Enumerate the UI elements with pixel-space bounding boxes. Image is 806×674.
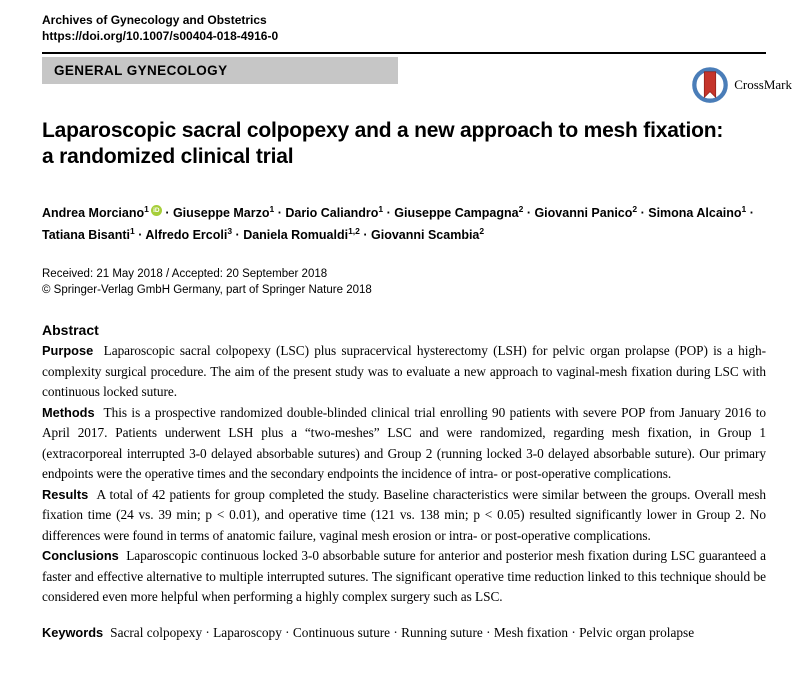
author-name: Daniela Romualdi$^{1,2}$ — [243, 226, 360, 243]
abstract-paragraph: Methods This is a prospective randomized double-blinded clinical trial enrolling 90 patients with severe POP from January 2016 to April 2017. Patients underwent LSH plus a “two-meshes” LSC and were randomized, regarding mesh fixation, in Group 1 (extracorporeal interrupted 3-0 delayed absorbable sutures) and Group 2 (running locked 3-0 delayed absorbable suture). Our primary endpoints were the operative times and the secondary endpoints the incidence of intra- or post-operative complications. — [42, 404, 766, 482]
keywords-line — [42, 623, 766, 643]
author-separator: · — [134, 228, 146, 243]
author-separator: · — [746, 206, 754, 221]
author-list — [42, 200, 766, 244]
author-name: Dario Caliandro$^1$ — [285, 204, 384, 221]
author-affiliation-superscript: 2 — [518, 204, 524, 214]
abstract-paragraph: Results A total of 42 patients for group completed the study. Baseline characteristics were similar between the groups. Overall mesh fixation time (24 vs. 39 min; p < 0.01), and operative time (121 vs. 138 min; p < 0.05) resulted significantly lower in Group 2. No differences were found in terms of anatomic failure, vaginal mesh erosion or intra- or post-operative complications. — [42, 486, 766, 543]
author-separator: · — [359, 228, 372, 243]
copyright-line: © Springer-Verlag GmbH Germany, part of Springer Nature 2018 — [42, 284, 372, 297]
journal-name: Archives of Gynecology and Obstetrics — [42, 13, 267, 27]
author-name: Simona Alcaino$^1$ — [648, 204, 747, 221]
author-name: Giovanni Scambia$^2$ — [371, 226, 485, 243]
author-affiliation-superscript: 1 — [741, 204, 747, 214]
author-separator: · — [274, 206, 286, 221]
author-separator: · — [637, 206, 649, 221]
crossmark-icon — [691, 66, 729, 104]
abstract-paragraph-label: Conclusions — [42, 548, 119, 564]
author-name: Alfredo Ercoli$^3$ — [145, 226, 233, 243]
doi-link[interactable]: https://doi.org/10.1007/s00404-018-4916-0 — [42, 29, 279, 43]
author-name: Giuseppe Campagna$^2$ — [394, 204, 524, 221]
author-separator: · — [383, 206, 395, 221]
crossmark-badge[interactable] — [691, 66, 792, 104]
author-affiliation-superscript: 1 — [269, 204, 275, 214]
keywords-text: Sacral colpopexy · Laparoscopy · Continuous suture · Running suture · Mesh fixation · Pelvic organ prolapse — [110, 624, 695, 640]
keywords-label: Keywords — [42, 624, 104, 640]
received-accepted: Received: 21 May 2018 / Accepted: 20 September 2018 — [42, 268, 328, 281]
author-separator: · — [161, 206, 173, 221]
author-name: Giuseppe Marzo$^1$ — [172, 204, 275, 221]
author-affiliation-superscript: 1 — [129, 226, 135, 237]
abstract-paragraph: Conclusions Laparoscopic continuous locked 3-0 absorbable suture for anterior and posterior mesh fixation during LSC guaranteed a faster and effective alternative to multiple interrupted sutures. The significant operative time reduction linked to this technique should be considered even more helpful when performing a highly complex surgery such as LSC. — [42, 548, 766, 605]
author-affiliation-superscript: 1 — [144, 204, 149, 214]
orcid-icon[interactable]: iD — [151, 205, 162, 216]
author-affiliation-superscript: 3 — [227, 226, 233, 237]
abstract-paragraph-label: Results — [42, 486, 89, 502]
article-title — [42, 118, 766, 170]
article-title-line1: Laparoscopic sacral colpopexy and a new approach to mesh fixation: — [42, 119, 724, 142]
author-affiliation-superscript: 1,2 — [348, 226, 360, 237]
author-name: Andrea Morciano$^1$ iD — [42, 206, 162, 220]
author-affiliation-superscript: 2 — [632, 204, 638, 214]
section-banner: GENERAL GYNECOLOGY — [42, 57, 398, 84]
abstract-paragraph-label: Methods — [42, 404, 95, 420]
author-separator: · — [232, 228, 244, 243]
author-affiliation-superscript: 1 — [378, 204, 384, 214]
abstract-heading: Abstract — [42, 322, 99, 339]
abstract-paragraph: Purpose Laparoscopic sacral colpopexy (LSC) plus supracervical hysterectomy (LSH) for pelvic organ prolapse (POP) is a high-complexity surgical procedure. The aim of the present study was to evaluate a new approach to vaginal-mesh fixation during LSC with continuous locked suture. — [42, 343, 766, 400]
author-separator: · — [523, 206, 535, 221]
crossmark-label: CrossMark — [734, 77, 792, 92]
author-name: Tatiana Bisanti$^1$ — [42, 226, 135, 243]
author-name: Giovanni Panico$^2$ — [534, 204, 638, 221]
abstract-paragraph-label: Purpose — [42, 343, 94, 359]
author-affiliation-superscript: 2 — [479, 226, 485, 237]
abstract-body — [42, 341, 766, 608]
header-rule — [42, 52, 766, 54]
article-title-line2: a randomized clinical trial — [42, 145, 294, 168]
